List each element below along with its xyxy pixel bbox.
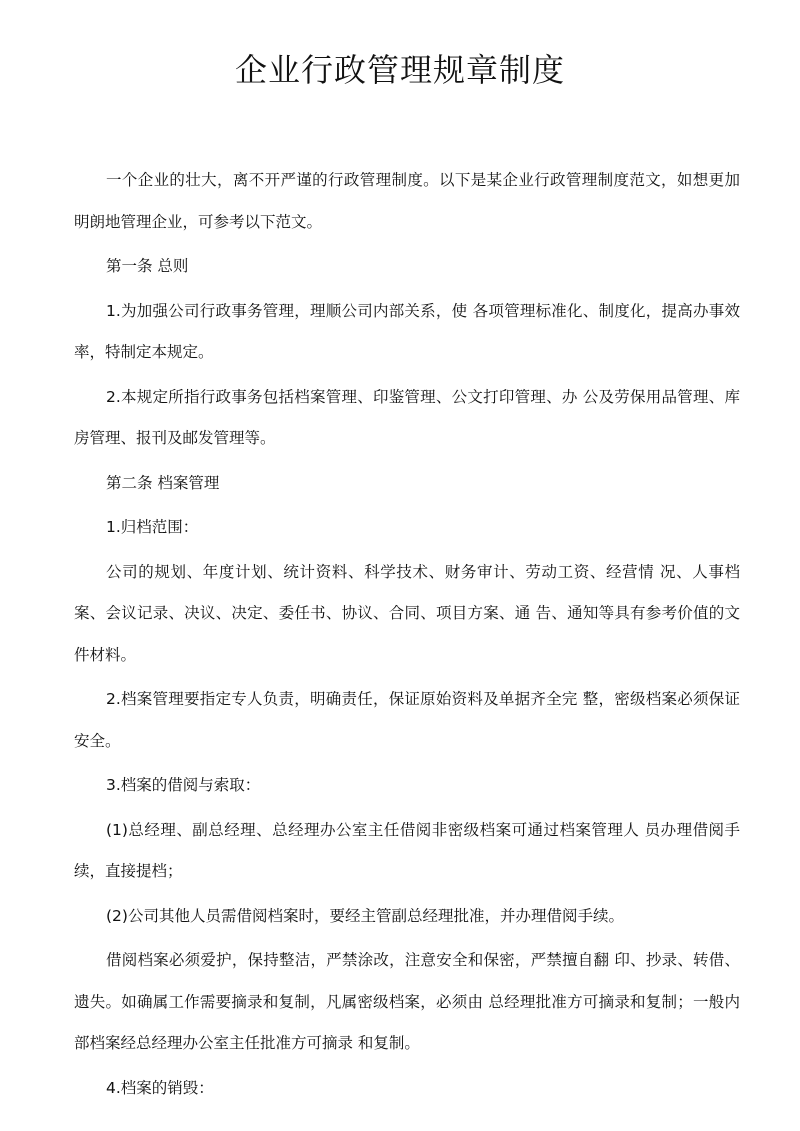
paragraph: 1.归档范围： <box>106 518 199 536</box>
paragraph: 2.本规定所指行政事务包括档案管理、印鉴管理、公文打印管理、办 公及劳保用品管理、库房管理、报刊及邮发管理等。 <box>74 387 740 447</box>
paragraph: 1.为加强公司行政事务管理，理顺公司内部关系，使 各项管理标准化、制度化，提高办事效率，特制定本规定。 <box>74 301 740 361</box>
intro-paragraph: 一个企业的壮大，离不开严谨的行政管理制度。以下是某企业行政管理制度范文，如想更加明朗地管理企业，可参考以下范文。 <box>74 171 740 231</box>
paragraph: (1)总经理、副总经理、总经理办公室主任借阅非密级档案可通过档案管理人 员办理借阅手续，直接提档； <box>74 820 740 880</box>
paragraph: 公司的规划、年度计划、统计资料、科学技术、财务审计、劳动工资、经营情 况、人事档案、会议记录、决议、决定、委任书、协议、合同、项目方案、通 告、通知等具有参考价值的文件材料。 <box>74 562 740 664</box>
paragraph: 4.档案的销毁： <box>106 1078 214 1097</box>
paragraph: 借阅档案必须爱护，保持整洁，严禁涂改，注意安全和保密，严禁擅自翻 印、抄录、转借、遗失。如确属工作需要摘录和复制，凡属密级档案，必须由 总经理批准方可摘录和复制；一般内部档案经总经理办公室主任批准方可摘录 和复制。 <box>74 951 740 1052</box>
section-heading-archives: 第二条 档案管理 <box>106 473 220 492</box>
paragraph: 3.档案的借阅与索取： <box>106 776 261 794</box>
section-heading-general: 第一条 总则 <box>106 257 189 275</box>
document-title: 企业行政管理规章制度 <box>234 51 565 89</box>
paragraph: (2)公司其他人员需借阅档案时，要经主管副总经理批准，并办理借阅手续。 <box>106 906 624 925</box>
paragraph: 2.档案管理要指定专人负责，明确责任，保证原始资料及单据齐全完 整，密级档案必须保证安全。 <box>74 690 740 750</box>
document-body <box>74 160 740 1112</box>
